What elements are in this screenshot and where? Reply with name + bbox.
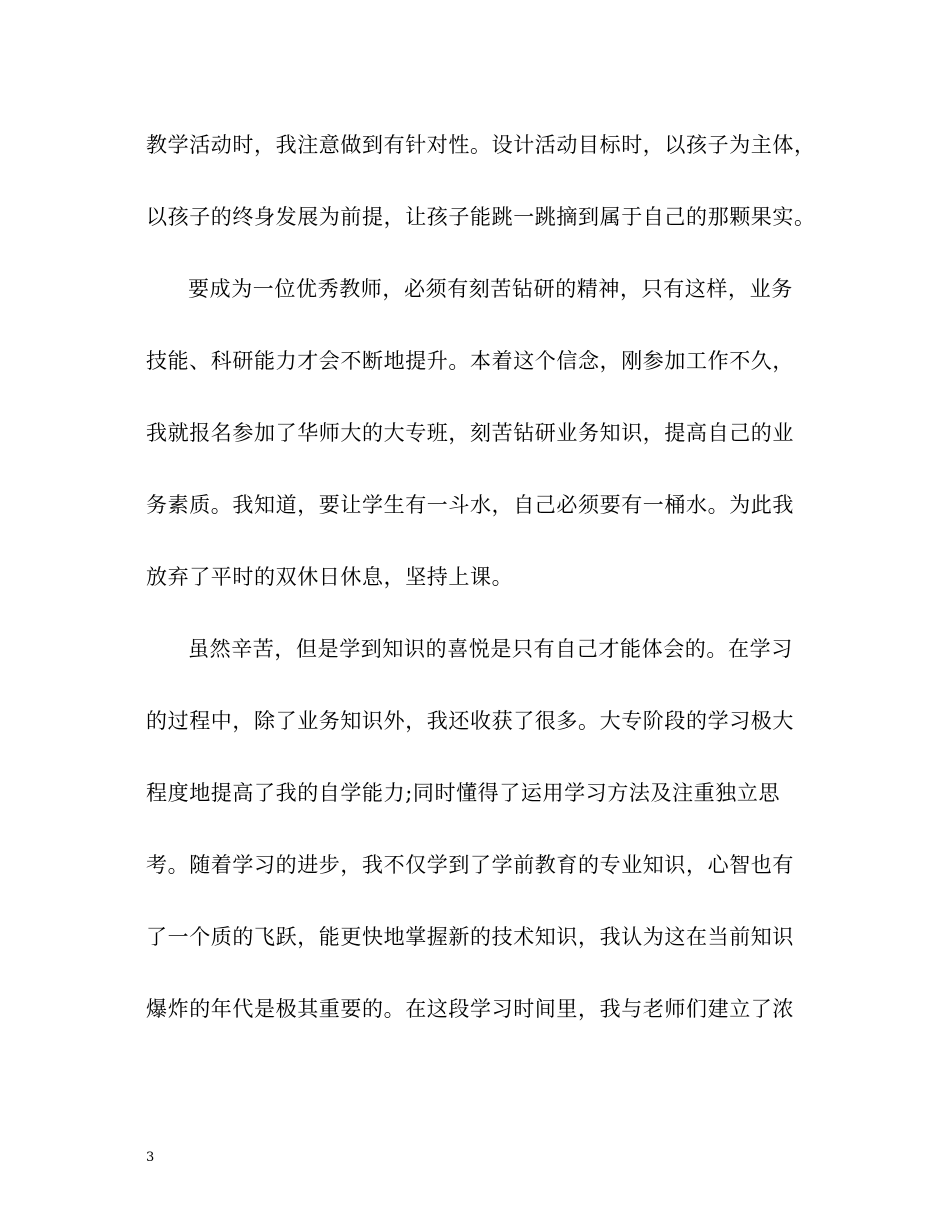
text-line: 以孩子的终身发展为前提，让孩子能跳一跳摘到属于自己的那颗果实。 — [146, 205, 816, 229]
text-line: 考。随着学习的进步，我不仅学到了学前教育的专业知识，心智也有 — [146, 853, 794, 877]
text-line: 放弃了平时的双休日休息，坚持上课。 — [146, 565, 514, 589]
text-line: 爆炸的年代是极其重要的。在这段学习时间里，我与老师们建立了浓 — [146, 997, 794, 1021]
paragraph-start-line: 要成为一位优秀教师，必须有刻苦钻研的精神，只有这样，业务 — [188, 277, 793, 301]
text-line: 了一个质的飞跃，能更快地掌握新的技术知识，我认为这在当前知识 — [146, 925, 794, 949]
text-line: 我就报名参加了华师大的大专班，刻苦钻研业务知识，提高自己的业 — [146, 421, 794, 445]
text-line: 技能、科研能力才会不断地提升。本着这个信念，刚参加工作不久， — [146, 349, 794, 373]
text-line: 程度地提高了我的自学能力;同时懂得了运用学习方法及注重独立思 — [146, 781, 781, 805]
text-line: 教学活动时，我注意做到有针对性。设计活动目标时，以孩子为主体， — [146, 133, 816, 157]
paragraph-start-line: 虽然辛苦，但是学到知识的喜悦是只有自己才能体会的。在学习 — [188, 637, 793, 661]
text-line: 的过程中，除了业务知识外，我还收获了很多。大专阶段的学习极大 — [146, 709, 794, 733]
page-number: 3 — [146, 1150, 155, 1165]
text-line: 务素质。我知道，要让学生有一斗水，自己必须要有一桶水。为此我 — [146, 493, 794, 517]
